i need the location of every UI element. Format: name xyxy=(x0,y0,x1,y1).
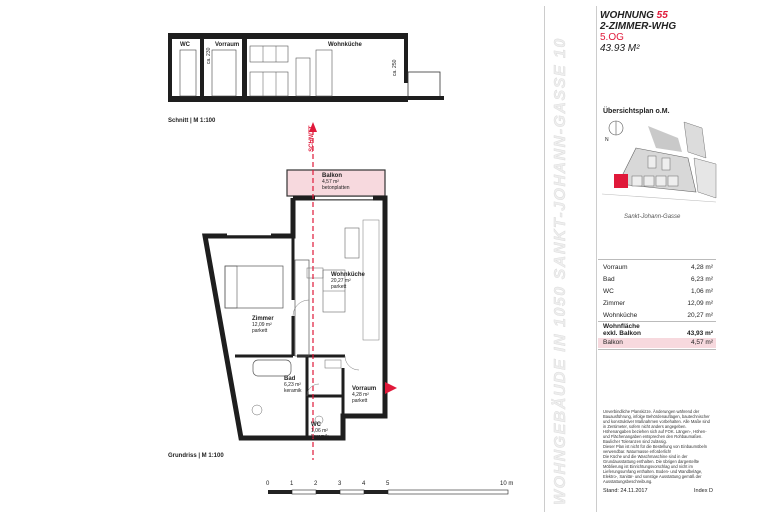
areas-divider-bottom xyxy=(598,349,716,350)
area-row-zimmer: Zimmer 12,09 m² xyxy=(603,300,713,307)
section-drawing xyxy=(168,28,448,110)
unit-area: 43.93 M² xyxy=(600,43,640,54)
unit-number: 55 xyxy=(656,10,668,21)
cut-label: SCHNITT xyxy=(309,126,315,152)
footer xyxy=(603,488,713,494)
disclaimer-notes: Unverbindliche Planskizze. Änderungen während der Bauausführung, infolge Behördenauflagen, bautechnischer und konstruktiver Maßnahmen vorbehalten. Alle Maße sind in Zentimeter, sofern nicht anders angegeben. Höhenangaben beziehen sich auf FOK. Längen-, Höhen- und Flächenangaben entsprechen den Rohbaumaßen. Baulicher Toleranzen sind zulässig. Dieser Plan ist nicht für die Bestellung von Einbaumöbeln verwendbar. Naturmasse erforderlich! Die Küche und die Waschmaschine sind in der Grundausstattung enthalten. Die übrigen dargestellte Möblierung ist Einrichtungsvorschlag und nicht im Lieferungsumfang enthalten. Boden- und Wandbeläge, Elektro-, Sanitär- und sonstige Ausstattung gemäß der Ausstattungsbeschreibung. xyxy=(603,409,710,484)
scale-tick-4: 4 xyxy=(362,481,366,487)
room-wc: WC 1,06 m² keramik xyxy=(311,422,329,440)
scale-bar xyxy=(268,489,518,497)
panel-frame-left xyxy=(544,6,545,512)
area-row-wohnkueche: Wohnküche 20,27 m² xyxy=(603,312,713,319)
panel-frame-mid xyxy=(596,6,597,512)
footer-index: Index D xyxy=(694,488,713,494)
title-block xyxy=(600,10,676,54)
section-caption: Schnitt | M 1:100 xyxy=(168,118,216,124)
scale-tick-1: 1 xyxy=(290,481,294,487)
scale-tick-0: 0 xyxy=(266,481,270,487)
room-zimmer: Zimmer 12,09 m² parkett xyxy=(252,316,274,334)
room-wohnkueche: Wohnküche 20,27 m² parkett xyxy=(331,272,365,290)
unit-prefix: WOHNUNG xyxy=(600,10,654,21)
scale-tick-2: 2 xyxy=(314,481,318,487)
section-height-left: ca. 230 xyxy=(206,47,212,64)
areas-divider-top xyxy=(598,259,716,260)
section-room-wohnkueche: Wohnküche xyxy=(328,42,362,48)
overview-north: N xyxy=(605,137,609,143)
room-vorraum: Vorraum 4,28 m² parkett xyxy=(352,386,377,404)
plan-caption: Grundriss | M 1:100 xyxy=(168,453,224,459)
scale-tick-5: 5 xyxy=(386,481,390,487)
area-row-bad: Bad 6,23 m² xyxy=(603,276,713,283)
area-row-vorraum: Vorraum 4,28 m² xyxy=(603,264,713,271)
overview-title: Übersichtsplan o.M. xyxy=(603,108,670,115)
scale-end-label: 10 m xyxy=(500,481,514,487)
scale-tick-3: 3 xyxy=(338,481,342,487)
unit-floor: 5.OG xyxy=(600,32,624,43)
section-room-vorraum: Vorraum xyxy=(215,42,240,48)
area-row-balkon: Balkon 4,57 m² xyxy=(603,339,713,346)
room-bad: Bad 6,23 m² keramik xyxy=(284,376,302,394)
areas-divider-total xyxy=(598,321,716,322)
overview-street: Sankt-Johann-Gasse xyxy=(624,214,681,220)
overview-map xyxy=(598,118,718,214)
section-height-right: ca. 250 xyxy=(392,59,398,76)
area-total: Wohnfläche exkl. Balkon 43,93 m² xyxy=(603,323,713,337)
section-room-wc: WC xyxy=(180,42,190,48)
floor-plan xyxy=(195,120,415,460)
unit-type: 2-ZIMMER-WHG xyxy=(600,21,677,32)
area-row-wc: WC 1,06 m² xyxy=(603,288,713,295)
footer-date: Stand: 24.11.2017 xyxy=(603,488,648,494)
room-balkon: Balkon 4,57 m² betonplatten xyxy=(322,173,350,191)
vertical-banner: WOHNGEBÄUDE IN 1050 SANKT-JOHANN-GASSE 10 xyxy=(552,37,569,505)
